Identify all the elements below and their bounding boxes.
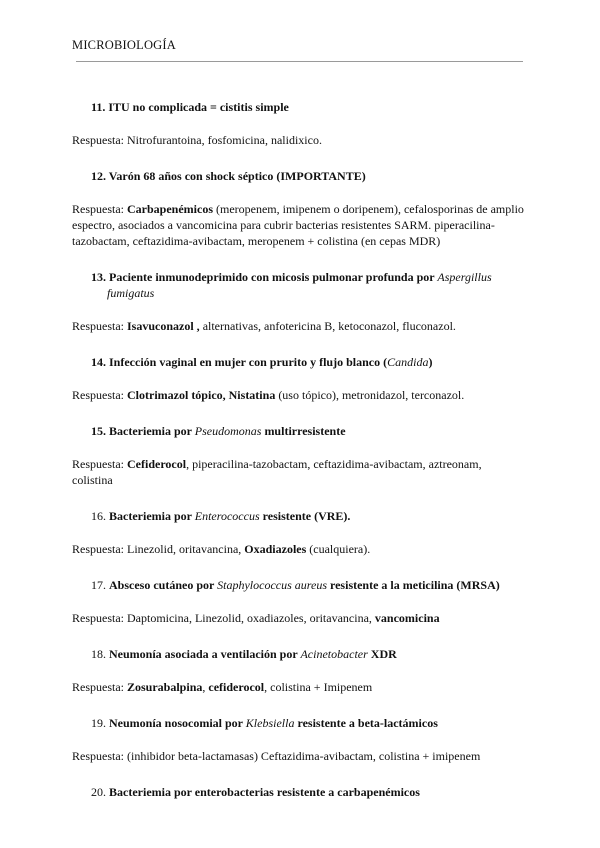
question-text-run: resistente a beta-lactámicos <box>294 716 438 730</box>
question-number: 19. <box>91 716 109 730</box>
question-12 <box>72 168 524 184</box>
question-14 <box>72 354 524 370</box>
question-text-run: ) <box>428 355 433 369</box>
page-header-title: MICROBIOLOGÍA <box>72 38 176 52</box>
answer-15 <box>72 456 524 488</box>
answer-text-run: (meropenem, imipenem o doripenem), cefalosporinas de amplio espectro, asociados a vancomicina para cubrir bacterias resistentes SARM. piperacilina-tazobactam, ceftazidima-avibactam, meropenem + colistina (en cepas MDR) <box>72 202 524 248</box>
question-number: 20. <box>91 785 109 799</box>
question-text-run: Varón 68 años con shock séptico (IMPORTANTE) <box>108 169 366 183</box>
answer-19 <box>72 748 524 764</box>
answer-text-run: cefiderocol <box>208 680 265 694</box>
question-11 <box>72 99 524 115</box>
answer-11 <box>72 132 524 148</box>
answer-text-run: Respuesta: Daptomicina, Linezolid, oxadiazoles, oritavancina, <box>72 611 375 625</box>
question-list <box>72 99 524 800</box>
question-19 <box>72 715 524 731</box>
question-text-run: resistente a la meticilina (MRSA) <box>327 578 500 592</box>
question-number: 12. <box>91 169 109 183</box>
answer-text-run: Respuesta: Linezolid, oritavancina, <box>72 542 245 556</box>
question-number: 16. <box>91 509 109 523</box>
answer-text-run: Respuesta: <box>72 319 127 333</box>
answer-text-run: alternativas, anfotericina B, ketoconazol, fluconazol. <box>199 319 456 333</box>
answer-text-run: , <box>202 680 209 694</box>
question-text-run: Bacteriemia por <box>109 509 195 523</box>
answer-text-run: Oxadiazoles <box>244 542 307 556</box>
question-18 <box>72 646 524 662</box>
answer-text-run: Isavuconazol , <box>127 319 200 333</box>
question-number: 14. <box>91 355 109 369</box>
question-text-run: Klebsiella <box>245 716 295 730</box>
question-15 <box>72 423 524 439</box>
question-number: 17. <box>91 578 109 592</box>
question-text-run: ITU no complicada = cistitis simple <box>108 100 289 114</box>
answer-text-run: Respuesta: <box>72 388 127 402</box>
question-text-run: Acinetobacter <box>300 647 368 661</box>
answer-text-run: (uso tópico), metronidazol, terconazol. <box>275 388 465 402</box>
question-text-run: Enterococcus <box>194 509 260 523</box>
question-text-run: Absceso cutáneo por <box>109 578 218 592</box>
answer-text-run: Respuesta: Nitrofurantoina, fosfomicina, nalidixico. <box>72 133 322 147</box>
question-text-run: multirresistente <box>261 424 346 438</box>
answer-text-run: Clotrimazol tópico, Nistatina <box>127 388 276 402</box>
answer-16 <box>72 541 524 557</box>
question-20 <box>72 784 524 800</box>
question-13 <box>72 269 524 301</box>
question-text-run: Neumonía nosocomial por <box>109 716 246 730</box>
answer-text-run: Carbapenémicos <box>127 202 213 216</box>
question-text-run: Staphylococcus aureus <box>217 578 327 592</box>
question-text-run: Aspergillus <box>437 270 492 284</box>
question-text-run: Neumonía asociada a ventilación por <box>109 647 301 661</box>
answer-text-run: Respuesta: <box>72 680 127 694</box>
answer-text-run: Respuesta: (inhibidor beta-lactamasas) Ceftazidima-avibactam, colistina + imipenem <box>72 749 481 763</box>
question-number: 13. <box>91 270 109 284</box>
answer-text-run: Respuesta: <box>72 202 127 216</box>
answer-18 <box>72 679 524 695</box>
question-16 <box>72 508 524 524</box>
answer-14 <box>72 387 524 403</box>
question-17 <box>72 577 524 593</box>
question-text-run: fumigatus <box>107 286 155 300</box>
answer-13 <box>72 318 524 334</box>
header-divider <box>76 61 523 62</box>
question-text-run: Bacteriemia por enterobacterias resistente a carbapenémicos <box>109 785 420 799</box>
answer-text-run: , piperacilina-tazobactam, ceftazidima-avibactam, aztreonam, colistina <box>72 457 482 487</box>
question-text-run: Bacteriemia por <box>109 424 195 438</box>
answer-text-run: , colistina + Imipenem <box>264 680 373 694</box>
question-number: 11. <box>91 100 109 114</box>
answer-text-run: Respuesta: <box>72 457 127 471</box>
answer-text-run: Zosurabalpina <box>127 680 203 694</box>
question-number: 15. <box>91 424 109 438</box>
question-number: 18. <box>91 647 109 661</box>
question-text-run: Infección vaginal en mujer con prurito y flujo blanco ( <box>109 355 388 369</box>
answer-text-run: (cualquiera). <box>306 542 371 556</box>
question-text-run: XDR <box>367 647 397 661</box>
question-text-run: Candida <box>387 355 429 369</box>
question-text-run: Pseudomonas <box>194 424 262 438</box>
question-continuation <box>91 285 524 301</box>
answer-text-run: vancomicina <box>374 611 440 625</box>
answer-17 <box>72 610 524 626</box>
question-text-run: . <box>347 509 351 523</box>
question-text-run: resistente (VRE) <box>259 509 348 523</box>
answer-text-run: Cefiderocol <box>127 457 187 471</box>
question-text-run: Paciente inmunodeprimido con micosis pulmonar profunda por <box>109 270 438 284</box>
answer-12 <box>72 201 524 249</box>
